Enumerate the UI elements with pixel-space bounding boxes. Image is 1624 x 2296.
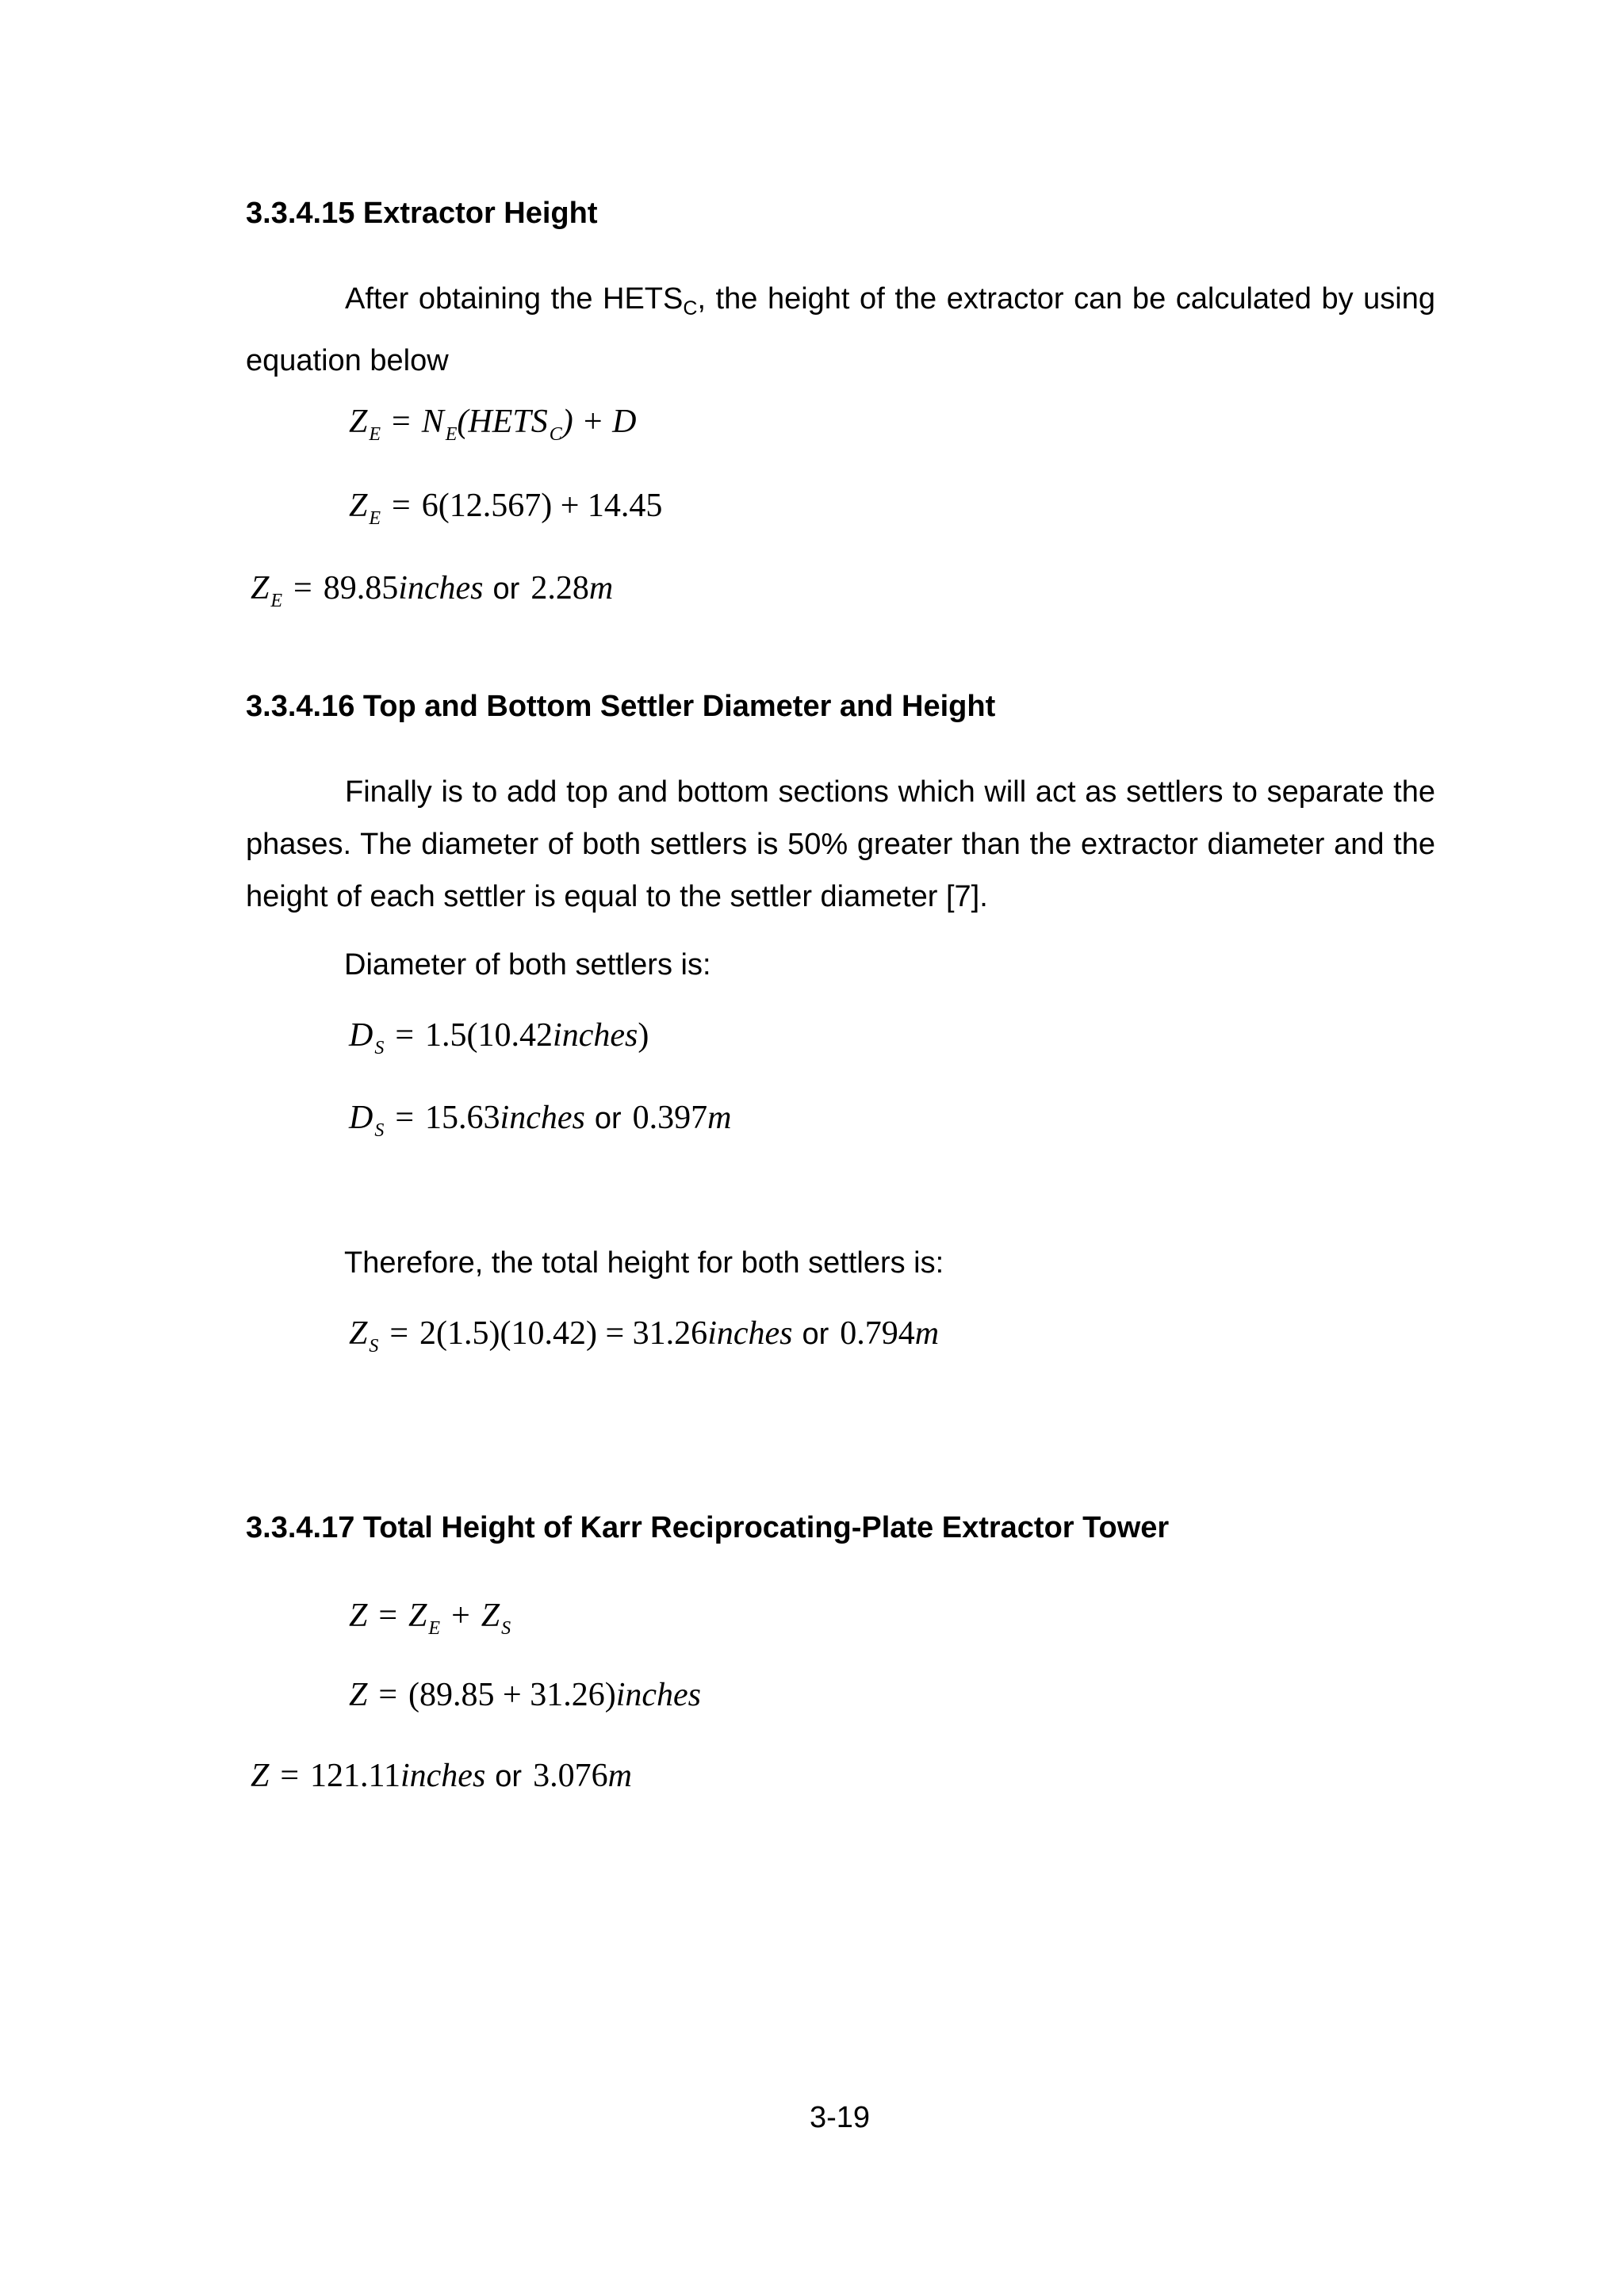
section-heading-settler-diameter-height: 3.3.4.16 Top and Bottom Settler Diameter and Height [246, 690, 996, 723]
paragraph-extractor-height [246, 273, 1435, 387]
label-diameter-settlers: Diameter of both settlers is: [344, 948, 711, 982]
equation-extractor-height-formula: $Z_E$ = $N_E(HETS_C) + D$ [349, 404, 637, 445]
equation-total-height-formula: $Z = Z_E + Z_S$ [349, 1598, 511, 1639]
page-number: 3-19 [809, 2101, 871, 2134]
paragraph-text: , the height of the extractor can be calculated by using equation below [246, 282, 1435, 377]
paragraph-text: After obtaining the HETS [345, 282, 684, 316]
section-heading-extractor-height: 3.3.4.15 Extractor Height [246, 197, 598, 230]
equation-extractor-height-result: $Z_E$ = 89.85inches or 2.28m [251, 570, 614, 611]
equation-extractor-height-substitution: $Z_E = 6(12.567) + 14.45$ [349, 488, 663, 529]
label-total-height-settlers: Therefore, the total height for both settlers is: [344, 1246, 944, 1280]
equation-settler-diameter-result: $D_S$ = 15.63inches or 0.397m [349, 1100, 732, 1141]
equation-total-height-substitution: Z = (89.85 + 31.26)inches [349, 1677, 702, 1713]
paragraph-settlers: Finally is to add top and bottom sections which will act as settlers to separate the phases. The diameter of both settlers is 50% greater than the extractor diameter and the height of each settler is equal to the settler diameter [7]. [246, 775, 1435, 913]
section-heading-total-tower-height: 3.3.4.17 Total Height of Karr Reciprocating-Plate Extractor Tower [246, 1511, 1170, 1544]
subscript: C [683, 297, 698, 320]
equation-total-height-result: Z = 121.11inches or 3.076m [251, 1758, 632, 1794]
equation-settler-total-height: $Z_S = 2(1.5)(10.42)$ = 31.26inches or 0.794m [349, 1315, 940, 1357]
equation-settler-diameter-formula: $D_S$ = 1.5(10.42inches) [349, 1017, 649, 1058]
